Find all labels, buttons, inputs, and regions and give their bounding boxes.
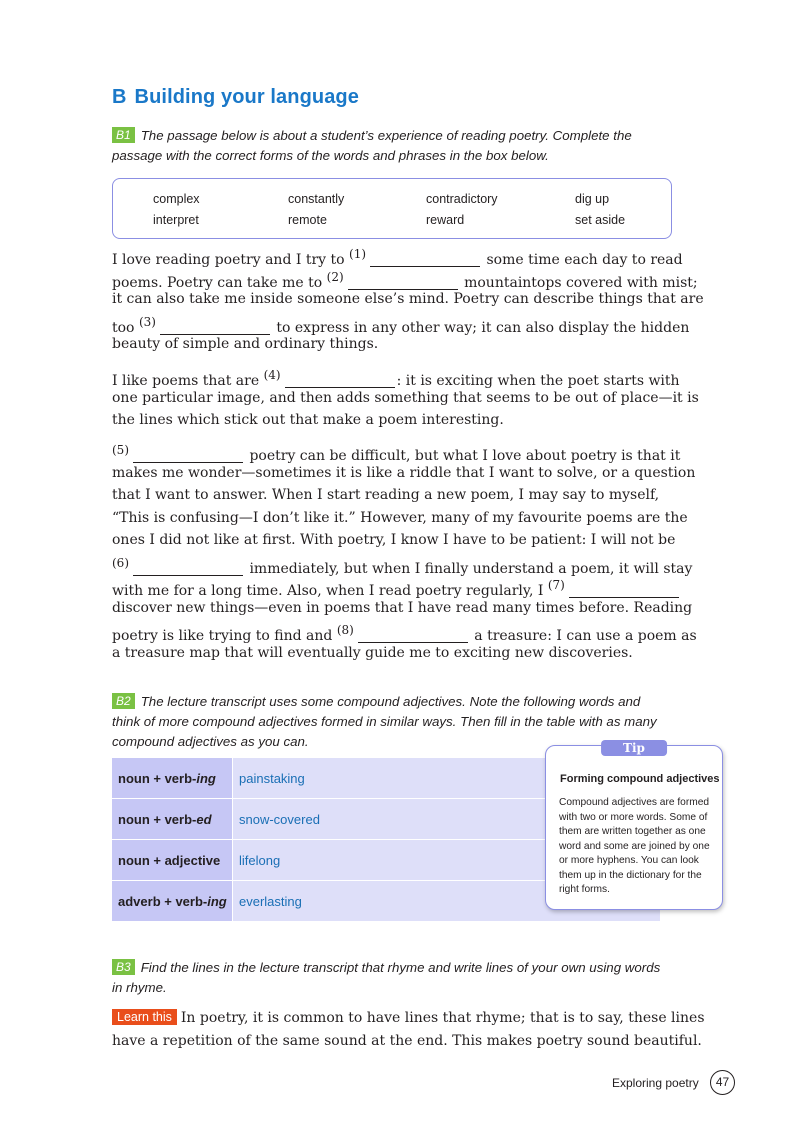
section-letter: B [112, 86, 127, 108]
word-set-aside: set aside [575, 213, 626, 227]
table-row-value[interactable]: lifelong [232, 840, 660, 881]
word-remote: remote [288, 213, 327, 227]
passage-paragraph-3 [112, 439, 697, 664]
learn-this-badge: Learn this [112, 1009, 177, 1025]
b3-instruction-line-2: in rhyme. [112, 980, 167, 995]
b3-badge: B3 [112, 959, 135, 975]
tip-body-line: word and some are joined by one [559, 840, 710, 852]
passage-paragraph-2 [112, 364, 699, 432]
section-title: Building your language [134, 86, 359, 108]
passage-text: makes me wonder—sometimes it is like a riddle that I want to solve, or a question [112, 464, 696, 481]
section-heading [112, 86, 359, 109]
table-row-header: adverb + verb-ing [112, 881, 232, 922]
passage-text: one particular image, and then adds something that seems to be out of place—it is [112, 389, 699, 406]
b2-instruction-line-2: think of more compound adjectives formed in similar ways. Then fill in the table with as many [112, 714, 657, 729]
b2-instruction-line-1: The lecture transcript uses some compound adjectives. Note the following words and [140, 694, 641, 709]
passage-text: immediately, but when I finally understand a poem, it will stay [245, 560, 693, 577]
table-row-value[interactable]: snow-covered [232, 799, 660, 840]
passage-text: poetry can be difficult, but what I love about poetry is that it [245, 448, 681, 464]
passage-line [112, 642, 672, 665]
passage-text: mountaintops covered with mist; [459, 274, 698, 291]
gap-number: (1) [349, 247, 367, 261]
word-reward: reward [426, 213, 465, 227]
passage-line [112, 597, 693, 620]
gap-number: (3) [138, 314, 156, 329]
passage-line [112, 552, 693, 577]
passage-text: I love reading poetry and I try to [112, 252, 350, 268]
table-row-header: noun + verb-ing [112, 758, 232, 799]
passage-text: with me for a long time. Also, when I read poetry regularly, I [112, 583, 548, 599]
gap-number: (6) [112, 555, 129, 570]
passage-line [112, 243, 683, 268]
learn-this-box [112, 1007, 705, 1052]
b2-instruction [112, 692, 682, 752]
b3-instruction-line-1: Find the lines in the lecture transcript that rhyme and write lines of your own using words [140, 960, 661, 975]
b1-instruction [112, 126, 672, 166]
word-dig-up: dig up [575, 192, 610, 206]
passage-line [112, 364, 680, 389]
tip-body-line: them up in the dictionary for the [559, 869, 702, 881]
answer-blank[interactable] [370, 251, 480, 267]
passage-text: “This is confusing—I don’t like it.” However, many of my favourite poems are the [112, 509, 688, 526]
page-number: 47 [710, 1070, 735, 1095]
b1-instruction-line-2: passage with the correct forms of the words and phrases in the box below. [112, 148, 549, 163]
passage-text: I like poems that are [112, 373, 264, 389]
passage-text: ones I did not like at first. With poetry, I know I have to be patient: I will not be [112, 532, 676, 548]
answer-blank[interactable] [569, 582, 679, 598]
passage-line [112, 387, 699, 410]
passage-line [112, 409, 672, 432]
gap-number: (5) [112, 443, 129, 457]
passage-line [112, 266, 698, 291]
learn-this-line-1: In poetry, it is common to have lines that rhyme; that is to say, these lines [180, 1010, 705, 1026]
gap-number: (7) [547, 578, 565, 592]
passage-line [112, 619, 697, 644]
b3-instruction [112, 958, 687, 998]
passage-text: it can also take me inside someone else’s mind. Poetry can describe things that are [112, 291, 704, 307]
passage-line [112, 462, 696, 485]
table-row-header: noun + verb-ed [112, 799, 232, 840]
passage-text: poems. Poetry can take me to [112, 274, 327, 291]
answer-blank[interactable] [285, 372, 395, 388]
learn-this-line-2: have a repetition of the same sound at the end. This makes poetry sound beautiful. [112, 1032, 702, 1049]
word-box [112, 178, 672, 239]
tip-body-line: Compound adjectives are formed [559, 797, 710, 808]
passage-line [112, 529, 676, 552]
passage-text: beauty of simple and ordinary things. [112, 336, 379, 352]
passage-text: to express in any other way; it can also display the hidden [271, 319, 690, 336]
passage-text: poetry is like trying to find and [112, 628, 337, 644]
b2-badge: B2 [112, 693, 135, 709]
passage-text: : it is exciting when the poet starts with [396, 373, 680, 389]
tip-box [545, 741, 723, 910]
passage-line [112, 484, 672, 507]
passage-line [112, 288, 704, 311]
tip-body-line: with two or more words. Some of [559, 811, 708, 823]
passage-paragraph-1 [112, 243, 704, 356]
passage-line [112, 574, 672, 597]
table-row-header: noun + adjective [112, 840, 232, 881]
gap-number: (4) [263, 368, 281, 382]
tip-label: Tip [601, 740, 667, 756]
tip-body-line: or more hyphens. You can look [559, 855, 699, 866]
tip-body-line: them are written together as one [559, 826, 706, 837]
passage-line [112, 439, 681, 464]
passage-text: that I want to answer. When I start reading a new poem, I may say to myself, [112, 487, 660, 503]
passage-text: too [112, 319, 139, 336]
b2-instruction-line-3: compound adjectives as you can. [112, 734, 309, 749]
word-constantly: constantly [288, 192, 345, 206]
tip-body [559, 796, 719, 898]
passage-text: discover new things—even in poems that I have read many times before. Reading [112, 599, 693, 616]
b1-badge: B1 [112, 127, 135, 143]
word-complex: complex [153, 192, 200, 206]
word-interpret: interpret [153, 213, 199, 227]
table-row-value[interactable]: everlasting [232, 881, 660, 922]
table-row-value[interactable]: painstaking [232, 758, 660, 799]
gap-number: (2) [326, 269, 344, 284]
passage-line [112, 311, 690, 336]
passage-text: a treasure: I can use a poem as [469, 628, 697, 644]
answer-blank[interactable] [358, 627, 468, 643]
passage-line [112, 333, 672, 356]
passage-line [112, 507, 688, 530]
b1-instruction-line-1: The passage below is about a student’s experience of reading poetry. Complete the [140, 128, 632, 143]
word-contradictory: contradictory [426, 192, 498, 206]
answer-blank[interactable] [133, 447, 243, 463]
tip-title: Forming compound adjectives [560, 773, 720, 785]
gap-number: (8) [336, 623, 354, 637]
passage-text: the lines which stick out that make a poem interesting. [112, 412, 504, 428]
tip-body-line: right forms. [559, 884, 610, 895]
footer-title: Exploring poetry [612, 1076, 699, 1090]
passage-text: some time each day to read [482, 252, 683, 268]
passage-text: a treasure map that will eventually guide me to exciting new discoveries. [112, 644, 633, 661]
